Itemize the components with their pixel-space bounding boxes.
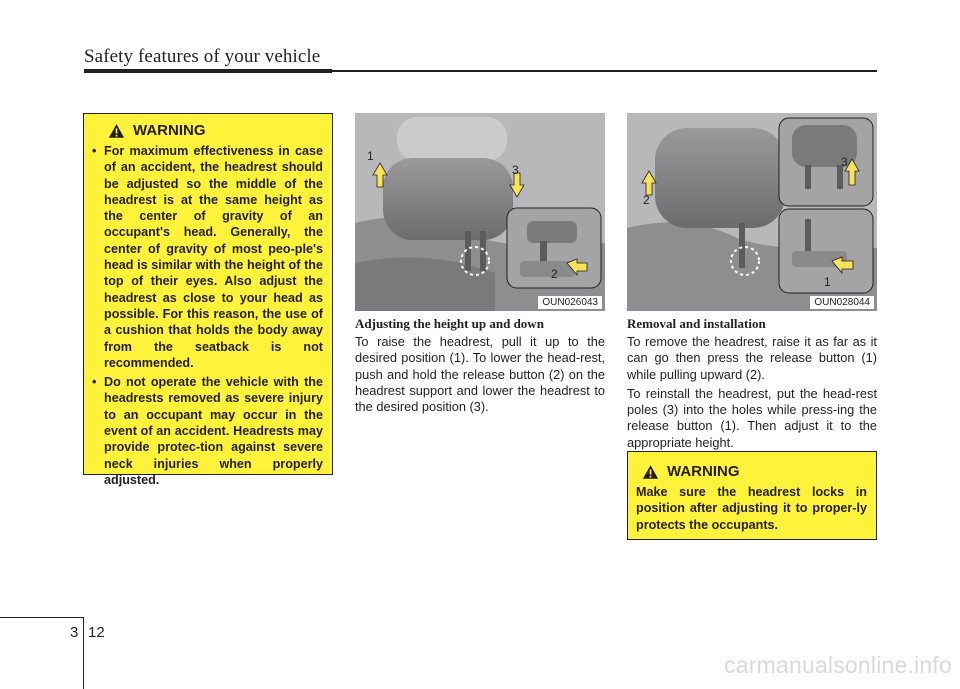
warning-box-left — [83, 113, 333, 487]
warning-box-right — [627, 451, 877, 540]
page-number: 12 — [88, 624, 105, 641]
warning-text: Make sure the headrest locks in position after adjusting it to proper-ly protects the occupants. — [636, 485, 867, 532]
figure-code: OUN028044 — [810, 296, 874, 309]
section-paragraph: To reinstall the headrest, put the head-rest poles (3) into the holes while press-ing the release button (1). Then adjust it to the appropriate height. — [627, 385, 877, 450]
figure-label: 1 — [824, 275, 831, 289]
figure-label: 2 — [551, 267, 558, 281]
figure-label: 2 — [643, 193, 650, 207]
figure-label: 3 — [512, 163, 519, 177]
section-paragraph: To remove the headrest, raise it as far as it can go then press the release button (1) while pulling upward (2). — [627, 334, 877, 382]
watermark: carmanualsonline.info — [724, 652, 952, 678]
section-title-removal: Removal and installation — [627, 316, 766, 331]
footer-rule-vertical — [83, 617, 84, 689]
warning-heading — [108, 122, 323, 139]
chapter-number: 3 — [70, 624, 79, 641]
section-body-removal — [627, 334, 877, 454]
warning-item: • For maximum effectiveness in case of an accident, the headrest should be adjusted so the middle of the headrest is at the same height as the center of gravity of an occupant's head. Generally, the center of gravity of most peo-ple's head is similar with the height of the top of their eyes. Also adjust the headrest as close to your head as possible. For this reason, the use of a cushion that holds the body away from the seatback is not recommended. — [92, 143, 323, 371]
warning-list — [92, 143, 323, 488]
headrest-removal-illustration — [627, 113, 877, 311]
header-rule-thick — [84, 69, 332, 73]
figure-label: 1 — [367, 149, 374, 163]
headrest-height-figure — [355, 113, 605, 311]
footer-rule-horizontal — [0, 617, 84, 618]
warning-heading-label: WARNING — [133, 122, 206, 139]
warning-heading — [642, 463, 867, 480]
figure-label: 3 — [841, 155, 848, 169]
section-title-adjust: Adjusting the height up and down — [355, 316, 544, 331]
warning-triangle-icon — [108, 123, 125, 139]
warning-heading-label: WARNING — [667, 463, 740, 480]
warning-triangle-icon — [642, 464, 659, 480]
headrest-removal-figure — [627, 113, 877, 311]
figure-code: OUN026043 — [538, 296, 602, 309]
header-rule-thin — [332, 70, 877, 72]
header-title: Safety features of your vehicle — [84, 46, 321, 67]
section-body-adjust: To raise the headrest, pull it up to the desired position (1). To lower the head-rest, push and hold the release button (2) on the headrest support and lower the headrest to the desired position (3). — [355, 334, 605, 415]
warning-item: • Do not operate the vehicle with the headrests removed as severe injury to an occupant may occur in the event of an accident. Headrests may provide protec-tion against severe neck injuries when properly adjusted. — [92, 374, 323, 488]
headrest-height-illustration — [355, 113, 605, 311]
